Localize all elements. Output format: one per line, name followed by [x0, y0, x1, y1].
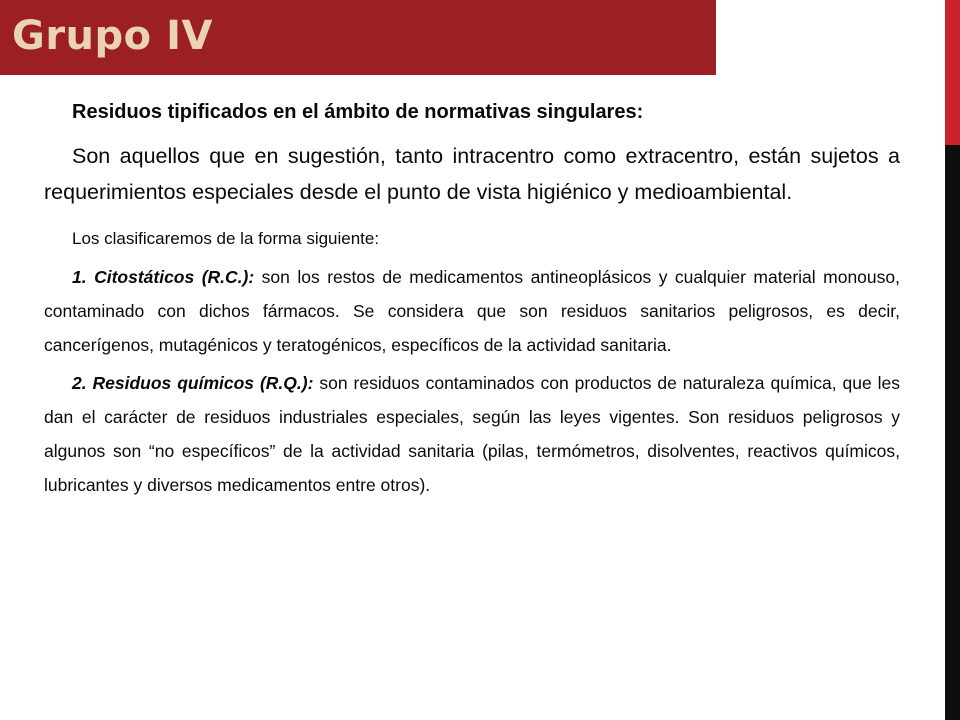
- item-description: son los restos de medicamentos antineoplásicos y cualquier material monouso, contaminado con dichos fármacos. Se considera que son residuos sanitarios peligrosos, es decir, cancerígenos, mutagénicos y teratogénicos, específicos de la actividad sanitaria.: [44, 267, 900, 355]
- list-item-citostaticos: [44, 260, 900, 362]
- slide-body: [44, 92, 900, 502]
- list-item-quimicos: [44, 366, 900, 502]
- section-heading: Residuos tipificados en el ámbito de normativas singulares:: [72, 101, 644, 123]
- item-term: 1. Citostáticos (R.C.):: [72, 267, 255, 287]
- intro-paragraph: Son aquellos que en sugestión, tanto intracentro como extracentro, están sujetos a requerimientos especiales desde el punto de vista higiénico y medioambiental.: [44, 144, 900, 204]
- item-description: son residuos contaminados con productos de naturaleza química, que les dan el carácter de residuos industriales especiales, según las leyes vigentes. Son residuos peligrosos y algunos son “no específicos” de la actividad sanitaria (pilas, termómetros, disolventes, reactivos químicos, lubricantes y diversos medicamentos entre otros).: [44, 373, 901, 495]
- title-banner: [0, 0, 716, 75]
- side-accent-red: [945, 0, 960, 145]
- slide-title: Grupo IV: [12, 13, 213, 59]
- side-accent-dark: [945, 145, 960, 720]
- item-term: 2. Residuos químicos (R.Q.):: [72, 373, 314, 393]
- classification-intro: Los clasificaremos de la forma siguiente:: [72, 229, 380, 248]
